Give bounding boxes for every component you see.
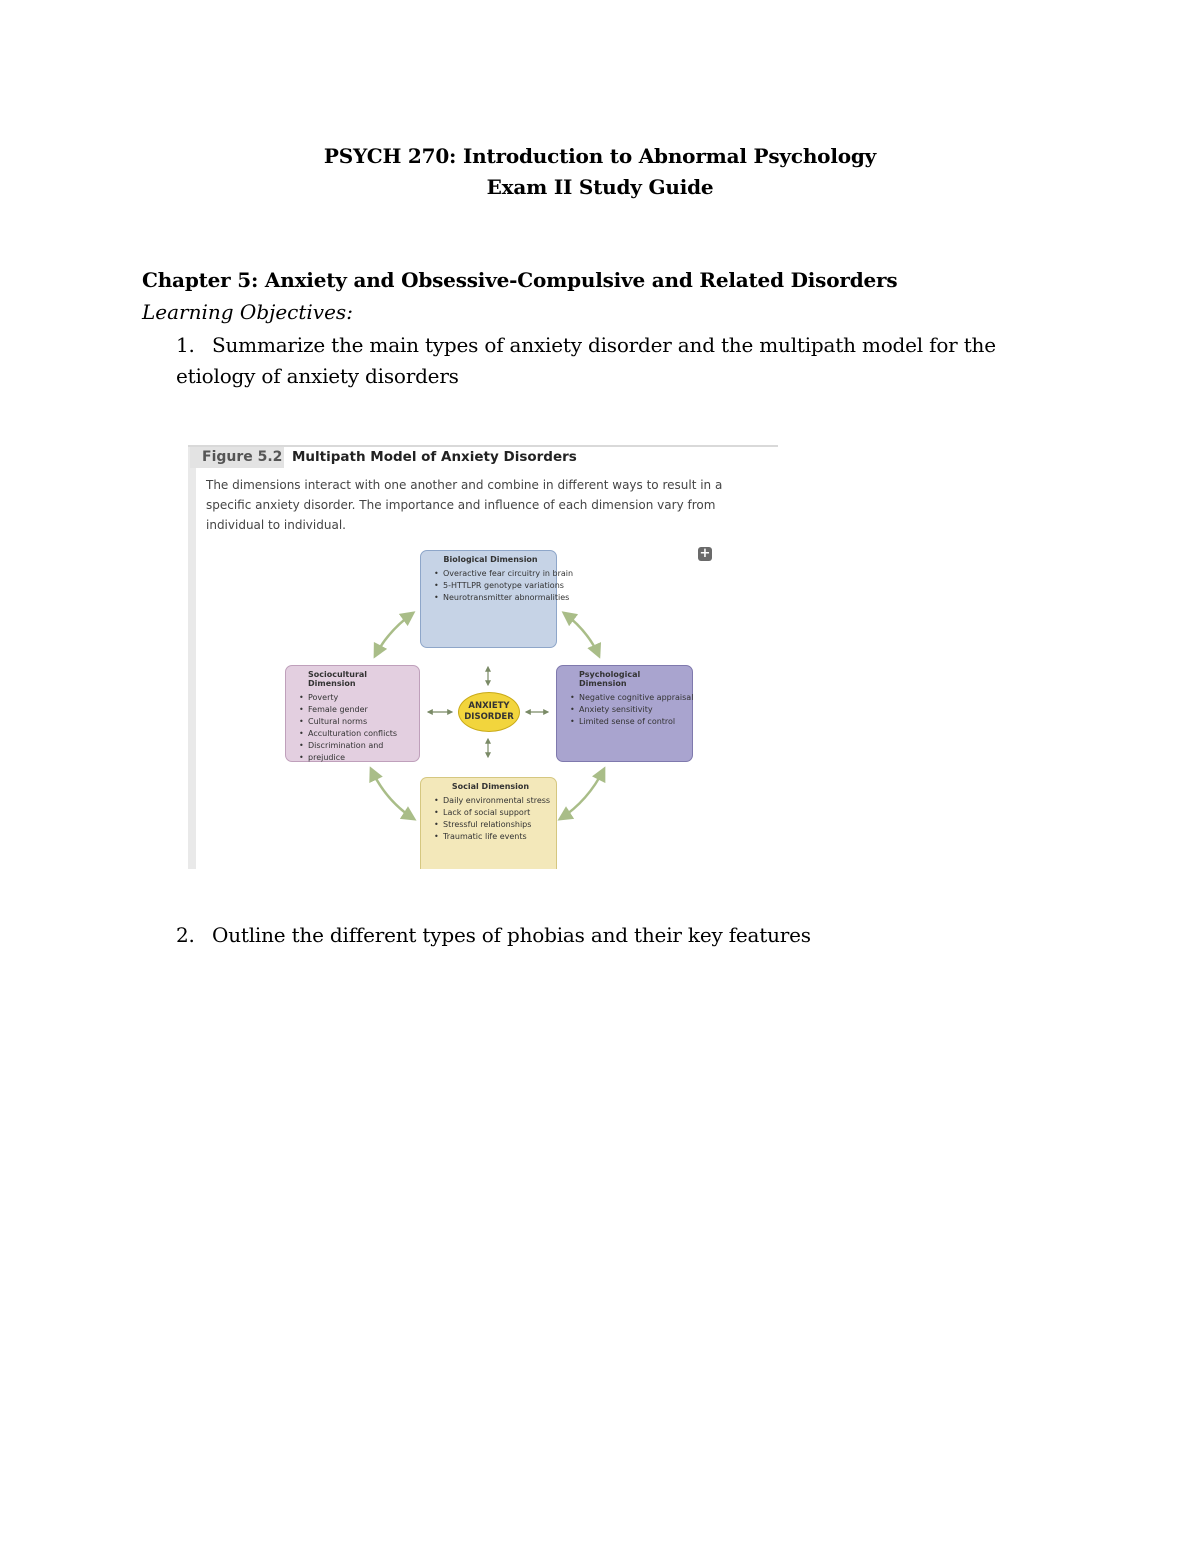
social-dimension-box — [420, 777, 557, 869]
learning-objectives-label: Learning Objectives: — [142, 300, 353, 324]
biological-dimension-box — [420, 550, 574, 648]
arrow-bio-socio — [375, 613, 413, 656]
figure-multipath-model — [188, 441, 778, 869]
dimension-title: Psychological Dimension — [579, 670, 641, 688]
center-label-line1: ANXIETY — [468, 701, 510, 711]
dimension-item-continued: • prejudice — [308, 752, 411, 764]
anxiety-disorder-node — [458, 692, 520, 732]
psychological-dimension-box — [556, 665, 693, 762]
dimension-item: • Lack of social support — [443, 807, 548, 819]
dimension-item: • Neurotransmitter abnormalities — [443, 592, 548, 604]
dimension-item: • Limited sense of control — [579, 716, 684, 728]
objective-number: 1. — [176, 333, 195, 357]
figure-title: Multipath Model of Anxiety Disorders — [292, 449, 577, 465]
objective-text: Summarize the main types of anxiety disorder and the multipath model for the etiology of anxiety disorders — [176, 333, 996, 388]
objective-item — [176, 330, 1076, 392]
objective-item — [176, 920, 811, 951]
course-title: PSYCH 270: Introduction to Abnormal Psychology — [323, 144, 877, 168]
arrow-psych-social — [560, 769, 604, 819]
center-label-line2: DISORDER — [464, 712, 514, 722]
dimension-item: • Anxiety sensitivity — [579, 704, 684, 716]
dimension-item: • Acculturation conflicts — [308, 728, 411, 740]
dimension-item: • 5-HTTLPR genotype variations — [443, 580, 548, 592]
chapter-heading: Chapter 5: Anxiety and Obsessive-Compulsive and Related Disorders — [142, 268, 898, 292]
dimension-item: • Cultural norms — [308, 716, 411, 728]
dimension-item: • Stressful relationships — [443, 819, 548, 831]
dimension-item: • Poverty — [308, 692, 411, 704]
figure-caption: The dimensions interact with one another and combine in different ways to result in a specific anxiety disorder. The importance and influence of each dimension vary from individual to individual. — [206, 478, 723, 532]
dimension-item: • Discrimination and — [308, 740, 411, 752]
guide-title: Exam II Study Guide — [486, 175, 714, 199]
dimension-item: • Daily environmental stress — [443, 795, 548, 807]
objective-number: 2. — [176, 923, 195, 947]
sociocultural-dimension-box — [285, 665, 420, 762]
arrow-socio-social — [371, 769, 414, 819]
arrow-bio-psych — [564, 613, 599, 656]
objective-text: Outline the different types of phobias and their key features — [212, 923, 811, 947]
dimension-title: Sociocultural Dimension — [308, 670, 368, 688]
dimension-title: Biological Dimension — [443, 555, 538, 564]
dimension-item: • Negative cognitive appraisal — [579, 692, 684, 704]
dimension-item: • Overactive fear circuitry in brain — [443, 568, 548, 580]
dimension-item: • Traumatic life events — [443, 831, 548, 843]
dimension-title: Social Dimension — [451, 782, 530, 791]
dimension-item: • Female gender — [308, 704, 411, 716]
plus-icon[interactable]: + — [699, 546, 711, 561]
figure-tag: Figure 5.2 — [190, 447, 284, 468]
